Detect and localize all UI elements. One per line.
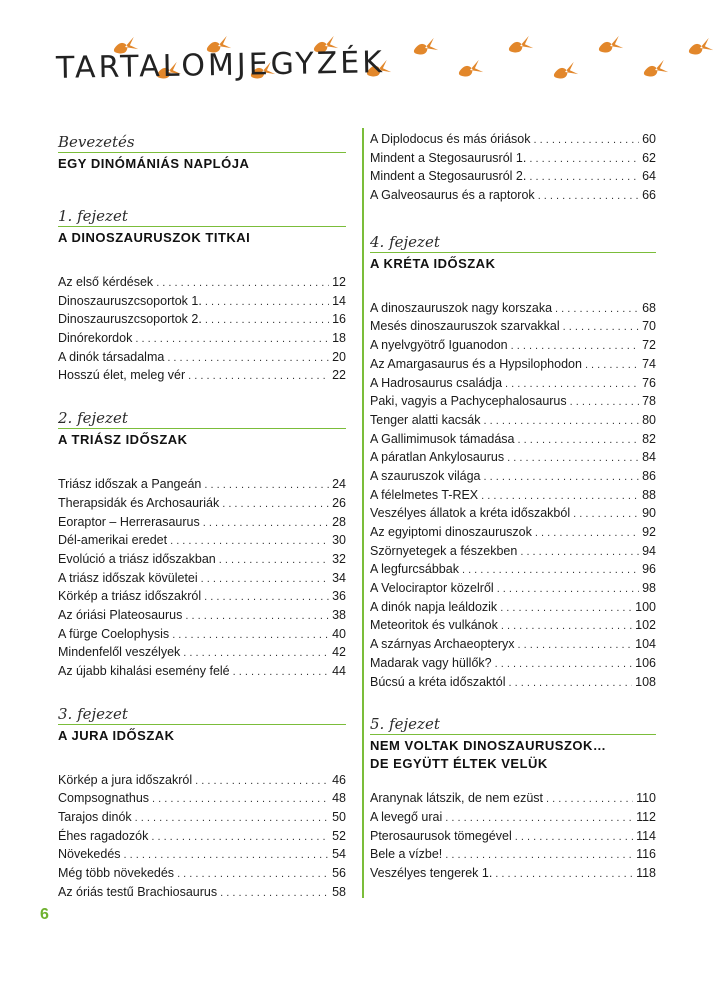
toc-entry (370, 186, 656, 205)
toc-entry-page: 94 (642, 543, 656, 558)
dot-leader (529, 149, 639, 169)
toc-entry (370, 598, 656, 617)
toc-entry (58, 587, 346, 606)
toc-entry (58, 494, 346, 513)
toc-entry-page: 82 (642, 431, 656, 446)
toc-entry-title: Az újabb kihalási esemény felé (58, 664, 230, 678)
toc-entry-title: A triász időszak kövületei (58, 570, 198, 585)
toc-entry-page: 60 (642, 132, 656, 146)
toc-entry (370, 299, 656, 318)
toc-entry-title: Bele a vízbe! (370, 847, 443, 862)
page-number: 6 (40, 906, 49, 923)
toc-entry-page: 78 (642, 394, 656, 409)
toc-entry (370, 167, 656, 186)
toc-entry-page: 50 (332, 810, 346, 825)
toc-entry-title: Búcsú a kréta időszaktól (370, 674, 506, 689)
dot-leader (555, 299, 639, 319)
chapter-2 (58, 409, 346, 681)
toc-entry-page: 34 (332, 570, 346, 585)
section-rule (58, 226, 346, 227)
toc-entry-page: 58 (332, 884, 346, 899)
dot-leader (203, 513, 329, 533)
toc-entry-page: 98 (642, 581, 656, 596)
toc-entry (58, 606, 346, 625)
toc-entry-page: 92 (642, 525, 656, 539)
dot-leader (156, 273, 329, 293)
toc-entry-page: 40 (332, 626, 346, 641)
toc-entry-page: 80 (642, 412, 656, 427)
toc-entry-page: 90 (642, 506, 656, 521)
toc-entry-title: Az óriás testű Brachiosaurus (58, 884, 218, 899)
toc-entry (370, 130, 656, 149)
toc-list (58, 273, 346, 385)
dot-leader (205, 292, 329, 312)
dot-leader (233, 662, 329, 682)
dot-leader (483, 467, 639, 487)
toc-entry-page: 36 (332, 589, 346, 604)
toc-entry (370, 673, 656, 692)
dot-leader (185, 606, 329, 626)
toc-entry (58, 569, 346, 588)
toc-entry-title: Az óriási Plateosaurus (58, 607, 183, 622)
chapter-label: 5. fejezet (370, 715, 440, 734)
toc-entry-page: 32 (332, 551, 346, 566)
toc-entry-page: 112 (636, 809, 656, 824)
toc-entry-page: 108 (635, 674, 656, 689)
toc-entry-page: 38 (332, 607, 346, 622)
dot-leader (500, 598, 632, 618)
toc-entry-page: 118 (636, 865, 656, 880)
toc-entry (370, 579, 656, 598)
toc-entry (58, 771, 346, 790)
toc-entry-page: 54 (332, 847, 346, 862)
section-rule (370, 252, 656, 253)
toc-entry-title: Mindenfelől veszélyek (58, 645, 181, 660)
dot-leader (515, 827, 633, 847)
chapter-label: 3. fejezet (58, 704, 128, 723)
toc-entry (370, 467, 656, 486)
section-title: EGY DINÓMÁNIÁS NAPLÓJA (58, 156, 250, 171)
dot-leader (501, 616, 632, 636)
toc-entry-page: 22 (332, 368, 346, 383)
chapter-5 (370, 715, 656, 882)
toc-entry-title: Eoraptor – Herrerasaurus (58, 514, 200, 529)
toc-entry-title: Paki, vagyis a Pachycephalosaurus (370, 394, 567, 409)
toc-entry-title: A Diplodocus és más óriások (370, 132, 531, 146)
toc-entry (58, 789, 346, 808)
toc-entry (58, 531, 346, 550)
dot-leader (151, 827, 329, 847)
toc-entry-title: Dinoszauruszcsoportok 2. (58, 312, 202, 327)
toc-entry-page: 72 (642, 338, 656, 353)
toc-entry (58, 845, 346, 864)
toc-entry-page: 62 (642, 150, 656, 165)
dot-leader (204, 475, 329, 495)
toc-entry-title: A nyelvgyötrő Iguanodon (370, 338, 508, 353)
dot-leader (201, 569, 329, 589)
toc-entry-page: 76 (642, 375, 656, 390)
chapter-title: A TRIÁSZ IDŐSZAK (58, 432, 188, 448)
toc-entry-title: Dinoszauruszcsoportok 1. (58, 293, 202, 308)
toc-entry-title: Aranynak látszik, de nem ezüst (370, 791, 543, 806)
chapter-title-line-2: DE EGYÜTT ÉLTEK VELÜK (370, 756, 548, 772)
dot-leader (509, 673, 633, 693)
toc-entry (58, 827, 346, 846)
dot-leader (135, 329, 329, 349)
dinosaur-footprint-icon (507, 36, 533, 56)
toc-entry (370, 430, 656, 449)
toc-entry-title: A Galveosaurus és a raptorok (370, 188, 535, 203)
toc-entry-title: Mindent a Stegosaurusról 1. (370, 150, 527, 165)
toc-entry-title: Therapsidák és Archosauriák (58, 495, 220, 510)
dot-leader (481, 486, 639, 506)
dot-leader (585, 355, 639, 375)
toc-entry (58, 329, 346, 348)
dot-leader (205, 310, 329, 330)
intro-section (58, 133, 346, 173)
dinosaur-footprint-icon (457, 60, 483, 80)
toc-entry (370, 523, 656, 542)
dinosaur-footprint-icon (597, 36, 623, 56)
toc-entry-page: 20 (332, 349, 346, 364)
dot-leader (222, 494, 329, 514)
toc-entry-title: Mesés dinoszauruszok szarvakkal (370, 319, 560, 334)
toc-entry-page: 48 (332, 791, 346, 806)
dot-leader (195, 771, 329, 791)
toc-entry-page: 106 (635, 655, 656, 670)
toc-entry-page: 26 (332, 495, 346, 510)
toc-entry (58, 883, 346, 902)
toc-entry-page: 102 (635, 618, 656, 633)
toc-entry-title: Meteoritok és vulkánok (370, 618, 498, 633)
toc-entry (58, 513, 346, 532)
toc-entry-page: 110 (636, 791, 656, 806)
toc-entry-title: A Gallimimusok támadása (370, 431, 515, 446)
toc-entry (370, 317, 656, 336)
chapter-title: A DINOSZAURUSZOK TITKAI (58, 230, 251, 245)
toc-entry (370, 374, 656, 393)
toc-entry-title: A dinók társadalma (58, 349, 165, 364)
toc-entry (370, 654, 656, 673)
dot-leader (518, 430, 640, 450)
section-rule (58, 428, 346, 429)
toc-entry (58, 273, 346, 292)
dot-leader (535, 523, 639, 543)
dot-leader (483, 411, 639, 431)
toc-entry-page: 100 (635, 599, 656, 614)
dot-leader (570, 392, 639, 412)
toc-entry-page: 42 (332, 645, 346, 660)
toc-entry (58, 643, 346, 662)
toc-entry-title: A levegő urai (370, 809, 443, 824)
dot-leader (170, 531, 329, 551)
toc-entry (370, 336, 656, 355)
toc-entry-title: A félelmetes T-REX (370, 487, 479, 502)
toc-list (370, 789, 656, 882)
dot-leader (462, 560, 639, 580)
page-header (0, 0, 716, 100)
dot-leader (518, 635, 633, 655)
toc-entry (370, 635, 656, 654)
toc-entry-title: A szauruszok világa (370, 468, 481, 483)
toc-entry-title: A dinoszauruszok nagy korszaka (370, 300, 553, 315)
toc-entry (370, 789, 656, 808)
dot-leader (445, 808, 633, 828)
toc-entry-title: Pterosaurusok tömegével (370, 828, 512, 843)
dot-leader (167, 348, 329, 368)
toc-list (370, 130, 656, 205)
toc-entry-page: 28 (332, 514, 346, 529)
toc-entry-page: 24 (332, 477, 346, 492)
toc-entry (58, 348, 346, 367)
dot-leader (135, 808, 329, 828)
toc-entry-title: A páratlan Ankylosaurus (370, 450, 505, 465)
toc-entry-page: 84 (642, 450, 656, 465)
dot-leader (497, 579, 639, 599)
column-divider (362, 128, 364, 898)
toc-entry (370, 542, 656, 561)
chapter-label: 4. fejezet (370, 232, 440, 251)
toc-entry-title: A dinók napja leáldozik (370, 599, 498, 614)
dot-leader (538, 186, 639, 206)
dot-leader (534, 130, 640, 150)
toc-entry-page: 68 (642, 300, 656, 315)
toc-entry-page: 114 (636, 828, 656, 843)
toc-entry-page: 88 (642, 487, 656, 502)
dinosaur-footprint-icon (687, 38, 713, 58)
toc-list (370, 299, 656, 691)
toc-list (58, 771, 346, 902)
dot-leader (152, 789, 329, 809)
toc-entry (58, 864, 346, 883)
dot-leader (520, 542, 639, 562)
dot-leader (546, 789, 633, 809)
toc-entry (58, 310, 346, 329)
section-label: Bevezetés (58, 133, 135, 151)
toc-entry-title: Az Amargasaurus és a Hypsilophodon (370, 356, 582, 371)
section-rule (58, 724, 346, 725)
toc-entry-title: Éhes ragadozók (58, 828, 149, 843)
toc-entry-title: Veszélyes tengerek 1. (370, 865, 493, 880)
toc-entry-page: 66 (642, 188, 656, 203)
page-title: TARTALOMJEGYZÉK (55, 45, 386, 86)
toc-entry-page: 86 (642, 468, 656, 483)
section-rule (370, 734, 656, 735)
dot-leader (505, 374, 639, 394)
toc-entry-page: 56 (332, 866, 346, 881)
chapter-3 (58, 705, 346, 902)
toc-entry (370, 355, 656, 374)
toc-entry-page: 12 (332, 275, 346, 289)
toc-entry (58, 475, 346, 494)
toc-entry-title: Mindent a Stegosaurusról 2. (370, 169, 527, 184)
toc-entry (370, 864, 656, 883)
toc-entry-title: A legfurcsábbak (370, 562, 459, 577)
dot-leader (188, 366, 329, 386)
toc-entry-title: Madarak vagy hüllők? (370, 655, 492, 670)
toc-entry-title: Tarajos dinók (58, 810, 132, 825)
toc-entry (58, 292, 346, 311)
toc-entry-title: Evolúció a triász időszakban (58, 551, 216, 566)
toc-entry-page: 52 (332, 828, 346, 843)
toc-entry-title: A Hadrosaurus családja (370, 375, 503, 390)
dot-leader (183, 643, 329, 663)
toc-entry-page: 70 (642, 319, 656, 334)
dot-leader (507, 448, 639, 468)
dinosaur-footprint-icon (552, 62, 578, 82)
toc-entry-page: 14 (332, 293, 346, 308)
toc-entry-title: Veszélyes állatok a kréta időszakból (370, 506, 571, 521)
toc-list (58, 475, 346, 681)
toc-entry-page: 46 (332, 772, 346, 787)
dot-leader (172, 625, 329, 645)
dot-leader (529, 167, 639, 187)
toc-entry (58, 550, 346, 569)
chapter-title: A KRÉTA IDŐSZAK (370, 255, 496, 271)
dot-leader (511, 336, 639, 356)
toc-entry (370, 808, 656, 827)
toc-entry-page: 116 (636, 847, 656, 862)
toc-entry-title: Növekedés (58, 847, 121, 862)
toc-entry-page: 30 (332, 533, 346, 548)
toc-entry-page: 16 (332, 312, 346, 327)
left-column (58, 133, 346, 902)
toc-entry (370, 560, 656, 579)
toc-entry (370, 616, 656, 635)
toc-entry (370, 392, 656, 411)
toc-entry (370, 845, 656, 864)
dot-leader (563, 317, 639, 337)
dot-leader (177, 864, 329, 884)
toc-entry (370, 411, 656, 430)
toc-entry-title: Szörnyetegek a fészekben (370, 543, 518, 558)
toc-entry (58, 625, 346, 644)
toc-entry-title: Körkép a triász időszakról (58, 589, 202, 604)
dot-leader (219, 550, 329, 570)
toc-entry (58, 366, 346, 385)
section-rule (58, 152, 346, 153)
toc-entry-title: Triász időszak a Pangeán (58, 477, 202, 492)
dot-leader (495, 864, 633, 884)
toc-entry (58, 662, 346, 681)
chapter-1 (58, 207, 346, 385)
dinosaur-footprint-icon (642, 60, 668, 80)
chapter-title: A JURA IDŐSZAK (58, 727, 175, 743)
toc-entry-title: Az egyiptomi dinoszauruszok (370, 525, 532, 539)
chapter-title: NEM VOLTAK DINOSZAURUSZOK… (370, 738, 607, 754)
dot-leader (220, 883, 329, 903)
dot-leader (204, 587, 329, 607)
toc-entry-title: Még több növekedés (58, 866, 175, 881)
toc-entry-title: A Velociraptor közelről (370, 581, 494, 596)
toc-entry (370, 504, 656, 523)
toc-entry-title: Körkép a jura időszakról (58, 772, 193, 787)
dinosaur-footprint-icon (412, 38, 438, 58)
toc-entry-title: Dél-amerikai eredet (58, 533, 168, 548)
toc-entry-page: 44 (332, 664, 346, 678)
dot-leader (495, 654, 633, 674)
toc-entry-title: Dinórekordok (58, 331, 133, 346)
toc-entry-page: 64 (642, 169, 656, 184)
chapter-4 (370, 233, 656, 691)
right-column (370, 130, 656, 883)
toc-entry-title: Hosszú élet, meleg vér (58, 368, 186, 383)
toc-entry (58, 808, 346, 827)
toc-entry-page: 104 (635, 637, 656, 652)
toc-entry (370, 486, 656, 505)
toc-entry-title: Az első kérdések (58, 275, 154, 289)
dot-leader (573, 504, 639, 524)
toc-entry (370, 827, 656, 846)
toc-entry-title: Tenger alatti kacsák (370, 412, 481, 427)
toc-entry (370, 448, 656, 467)
toc-entry (370, 149, 656, 168)
chapter-label: 2. fejezet (58, 409, 128, 428)
chapter-label: 1. fejezet (58, 207, 128, 225)
toc-entry-page: 96 (642, 562, 656, 577)
toc-entry-title: Compsognathus (58, 791, 150, 806)
dot-leader (445, 845, 633, 865)
toc-entry-title: A szárnyas Archaeopteryx (370, 637, 515, 652)
toc-entry-page: 18 (332, 331, 346, 346)
dot-leader (124, 845, 330, 865)
toc-entry-title: A fürge Coelophysis (58, 626, 170, 641)
toc-entry-page: 74 (642, 356, 656, 371)
